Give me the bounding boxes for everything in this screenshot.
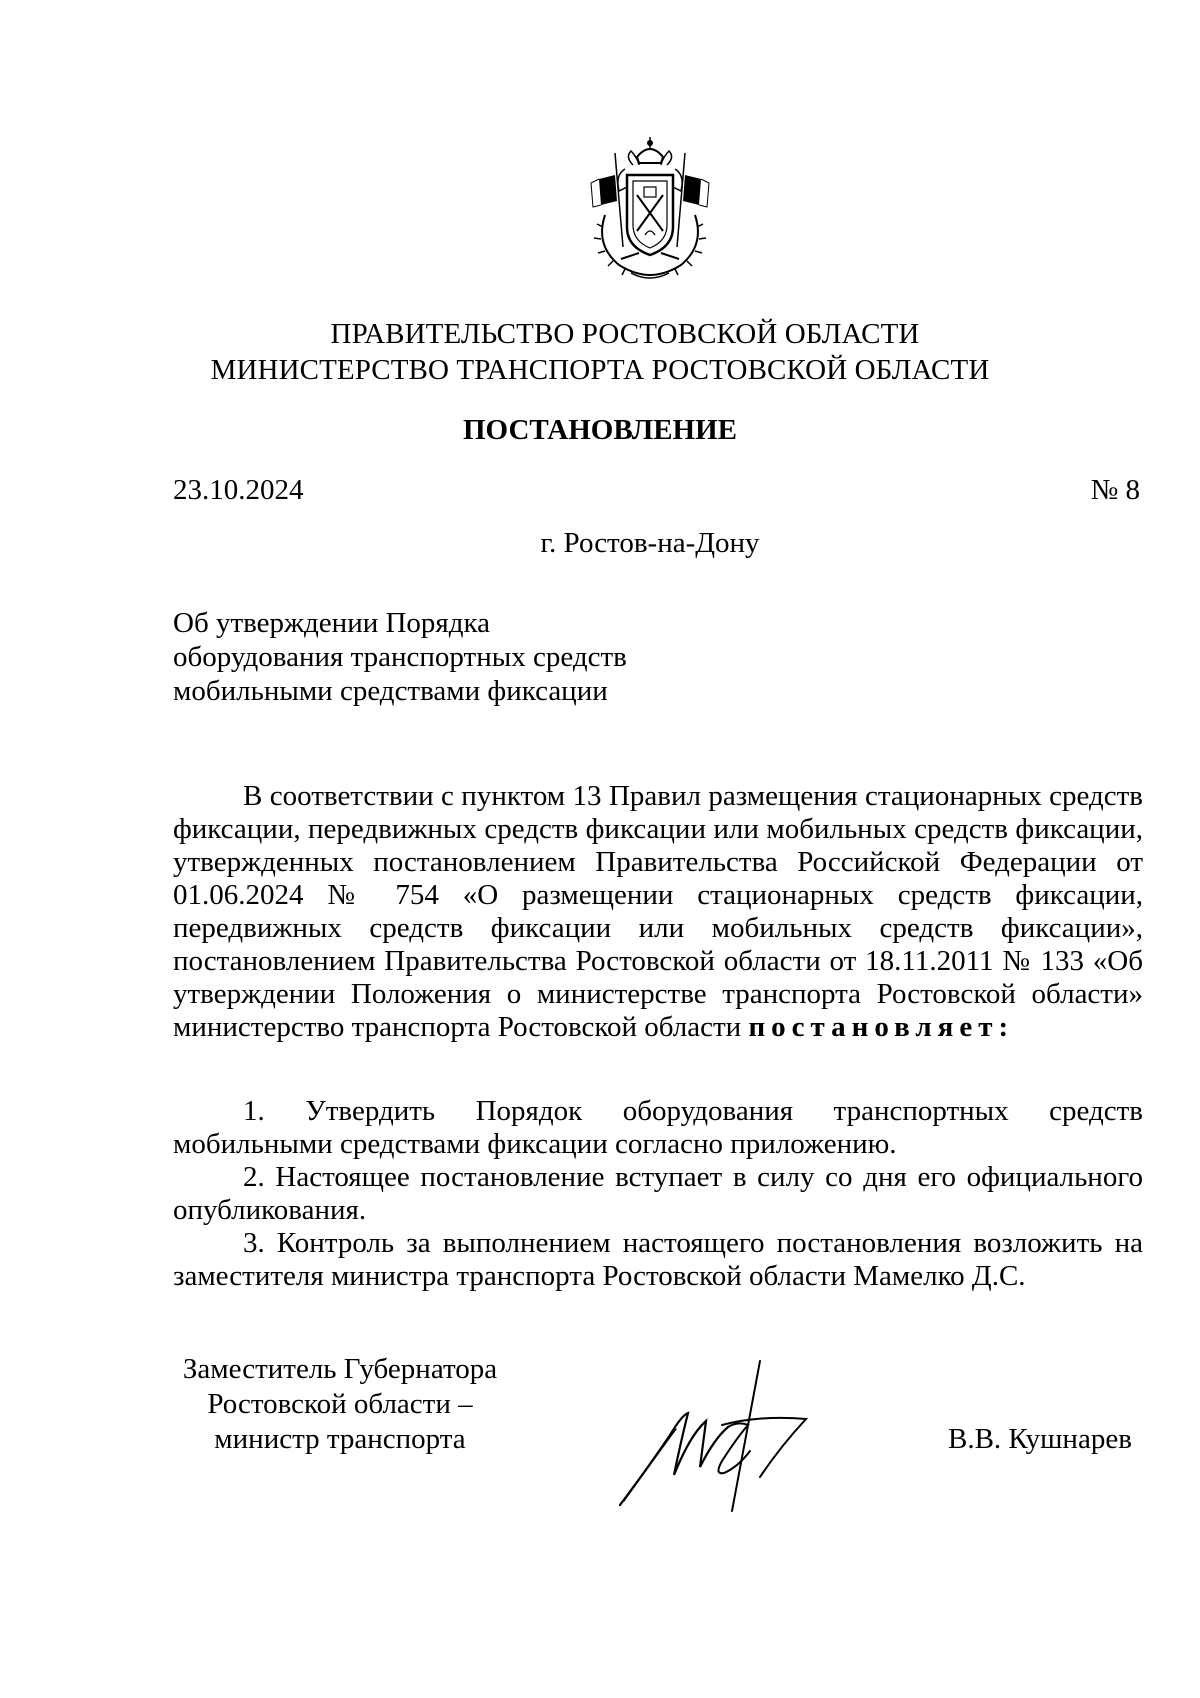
decree-item: 1. Утвердить Порядок оборудования транспортных средств мобильными средствами фиксации согласно приложению. <box>173 1095 1143 1160</box>
subject-line: оборудования транспортных средств <box>173 641 627 673</box>
document-type-label: ПОСТАНОВЛЕНИЕ <box>462 414 737 446</box>
signatory-title-line: министр транспорта <box>214 1423 466 1455</box>
signature-icon <box>610 1355 850 1515</box>
preamble <box>173 780 1143 1044</box>
signatory-title-line: Ростовской области – <box>207 1388 473 1420</box>
government-name: ПРАВИТЕЛЬСТВО РОСТОВСКОЙ ОБЛАСТИ <box>330 318 920 350</box>
document-type <box>0 412 1200 448</box>
subject-line: Об утверждении Порядка <box>173 607 491 639</box>
document-subject <box>173 606 773 708</box>
coat-of-arms-icon <box>585 135 715 285</box>
preamble-paragraph <box>173 780 1143 1044</box>
signatory-name: В.В. Кушнарев <box>948 1423 1132 1455</box>
decree-item: 3. Контроль за выполнением настоящего постановления возложить на заместителя министра транспорта Ростовской области Мамелко Д.С. <box>173 1227 1143 1292</box>
signatory-title <box>175 1352 505 1457</box>
decree-word: постановляет: <box>748 1011 1015 1043</box>
document-date: 23.10.2024 <box>173 474 304 506</box>
preamble-text: В соответствии с пунктом 13 Правил размещения стационарных средств фиксации, передвижных средств фиксации или мобильных средств фиксации, утвержденных постановлением Правительства Российской Федерации от 01.06.2024 № 754 «О размещении стационарных средств фиксации, передвижных средств фиксации или мобильных средств фиксации», постановлением Правительства Ростовской области от 18.11.2011 № 133 «Об утверждении Положения о министерстве транспорта Ростовской области» министерство транспорта Ростовской области <box>173 780 1143 1043</box>
issuing-authority <box>0 316 1200 388</box>
document-place: г. Ростов-на-Дону <box>540 527 760 559</box>
subject-line: мобильными средствами фиксации <box>173 675 608 707</box>
decree-item: 2. Настоящее постановление вступает в силу со дня его официального опубликования. <box>173 1161 1143 1226</box>
document-number: № 8 <box>1090 474 1140 506</box>
signatory-title-line: Заместитель Губернатора <box>182 1353 498 1385</box>
decree-items <box>173 1095 1143 1293</box>
ministry-name: МИНИСТЕРСТВО ТРАНСПОРТА РОСТОВСКОЙ ОБЛАСТИ <box>210 354 990 386</box>
